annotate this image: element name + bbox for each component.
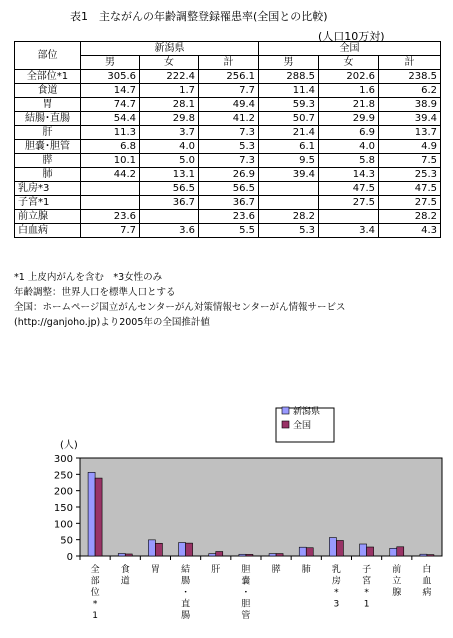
y-tick-label: 0 bbox=[66, 552, 73, 563]
y-tick-label: 50 bbox=[60, 535, 73, 547]
rate-cell: 28.2 bbox=[379, 210, 441, 224]
rate-cell bbox=[81, 196, 140, 210]
rate-cell: 28.2 bbox=[259, 210, 319, 224]
sub-header: 女 bbox=[319, 56, 379, 70]
bar-niigata bbox=[420, 554, 427, 556]
rate-cell: 29.8 bbox=[140, 112, 199, 126]
table-row bbox=[15, 154, 441, 168]
row-site-label: 肺 bbox=[15, 168, 81, 182]
x-tick-label: 乳房* 3 bbox=[331, 565, 341, 610]
rate-cell: 3.4 bbox=[319, 224, 379, 238]
bar-japan bbox=[155, 543, 162, 556]
group-header-niigata: 新潟県 bbox=[81, 42, 259, 56]
rate-cell: 5.0 bbox=[140, 154, 199, 168]
table-unit: (人口10万対) bbox=[318, 30, 385, 43]
row-site-label: 胃 bbox=[15, 98, 81, 112]
rate-cell: 10.1 bbox=[81, 154, 140, 168]
rate-cell: 59.3 bbox=[259, 98, 319, 112]
rate-cell: 9.5 bbox=[259, 154, 319, 168]
sub-header: 男 bbox=[259, 56, 319, 70]
rate-cell: 7.5 bbox=[379, 154, 441, 168]
legend-swatch bbox=[282, 421, 289, 428]
x-tick-label: 子宮* 1 bbox=[362, 565, 372, 610]
incidence-bar-chart bbox=[0, 330, 453, 630]
rate-cell: 7.7 bbox=[81, 224, 140, 238]
x-tick-label: 肝 bbox=[211, 565, 221, 575]
rate-cell bbox=[259, 196, 319, 210]
rate-cell: 28.1 bbox=[140, 98, 199, 112]
bar-japan bbox=[216, 552, 223, 556]
rate-cell: 11.4 bbox=[259, 84, 319, 98]
rate-cell bbox=[140, 210, 199, 224]
table-row bbox=[15, 140, 441, 154]
bar-niigata bbox=[329, 538, 336, 556]
row-site-label: 肝 bbox=[15, 126, 81, 140]
rate-cell: 202.6 bbox=[319, 70, 379, 84]
bar-niigata bbox=[239, 554, 246, 556]
bar-niigata bbox=[360, 544, 367, 556]
rate-cell: 21.4 bbox=[259, 126, 319, 140]
bar-japan bbox=[276, 554, 283, 556]
plot-area bbox=[80, 458, 442, 556]
rate-cell: 288.5 bbox=[259, 70, 319, 84]
bar-niigata bbox=[269, 554, 276, 556]
x-tick-label: 胆嚢・胆管 bbox=[241, 565, 251, 621]
rate-cell: 29.9 bbox=[319, 112, 379, 126]
rate-cell: 26.9 bbox=[199, 168, 259, 182]
rate-cell: 49.4 bbox=[199, 98, 259, 112]
rate-cell: 256.1 bbox=[199, 70, 259, 84]
table-row bbox=[15, 224, 441, 238]
rate-cell: 21.8 bbox=[319, 98, 379, 112]
bar-japan bbox=[186, 543, 193, 556]
rate-cell: 7.7 bbox=[199, 84, 259, 98]
table-row bbox=[15, 210, 441, 224]
x-tick-label: 前立腺 bbox=[392, 565, 402, 598]
y-tick-label: 200 bbox=[53, 486, 73, 498]
x-tick-label: 肺 bbox=[301, 565, 311, 575]
rate-cell: 41.2 bbox=[199, 112, 259, 126]
bar-niigata bbox=[118, 553, 125, 556]
rate-cell: 56.5 bbox=[199, 182, 259, 196]
x-tick-label: 胃 bbox=[150, 565, 160, 575]
x-tick-label: 白血病 bbox=[422, 565, 432, 598]
bar-niigata bbox=[148, 540, 155, 556]
group-header-japan: 全国 bbox=[259, 42, 441, 56]
row-site-label: 乳房*3 bbox=[15, 182, 81, 196]
bar-japan bbox=[95, 478, 102, 556]
table-row bbox=[15, 70, 441, 84]
table-row bbox=[15, 126, 441, 140]
rate-cell: 23.6 bbox=[199, 210, 259, 224]
rate-cell: 5.3 bbox=[259, 224, 319, 238]
rate-cell: 6.2 bbox=[379, 84, 441, 98]
rate-cell: 39.4 bbox=[379, 112, 441, 126]
rate-cell: 14.7 bbox=[81, 84, 140, 98]
rate-cell: 4.9 bbox=[379, 140, 441, 154]
legend-label: 全国 bbox=[293, 421, 312, 431]
bar-niigata bbox=[88, 472, 95, 556]
x-tick-label: 食道 bbox=[120, 565, 130, 587]
bar-niigata bbox=[390, 548, 397, 556]
rate-cell: 56.5 bbox=[140, 182, 199, 196]
rate-cell: 13.7 bbox=[379, 126, 441, 140]
y-tick-label: 300 bbox=[53, 454, 73, 465]
sub-header: 男 bbox=[81, 56, 140, 70]
rate-cell: 11.3 bbox=[81, 126, 140, 140]
footnote: 年齢調整：世界人口を標準人口とする bbox=[14, 287, 176, 298]
y-axis-label: (人) bbox=[60, 440, 78, 451]
bar-niigata bbox=[209, 554, 216, 556]
rate-cell: 54.4 bbox=[81, 112, 140, 126]
bar-japan bbox=[427, 555, 434, 556]
bar-japan bbox=[336, 540, 343, 556]
table-row bbox=[15, 168, 441, 182]
bar-japan bbox=[125, 554, 132, 556]
rate-cell: 238.5 bbox=[379, 70, 441, 84]
table-row bbox=[15, 98, 441, 112]
bar-japan bbox=[306, 548, 313, 556]
rate-cell: 14.3 bbox=[319, 168, 379, 182]
rate-cell: 38.9 bbox=[379, 98, 441, 112]
rate-cell: 23.6 bbox=[81, 210, 140, 224]
table-row bbox=[15, 196, 441, 210]
table-row bbox=[15, 84, 441, 98]
rate-cell: 5.3 bbox=[199, 140, 259, 154]
rate-cell: 7.3 bbox=[199, 154, 259, 168]
y-tick-label: 250 bbox=[53, 470, 73, 482]
row-site-label: 白血病 bbox=[15, 224, 81, 238]
row-site-label: 食道 bbox=[15, 84, 81, 98]
y-tick-label: 150 bbox=[53, 503, 73, 514]
rate-cell: 27.5 bbox=[319, 196, 379, 210]
row-site-label: 全部位*1 bbox=[15, 70, 81, 84]
rate-cell bbox=[81, 182, 140, 196]
rate-cell: 5.5 bbox=[199, 224, 259, 238]
rate-cell: 13.1 bbox=[140, 168, 199, 182]
rate-cell: 27.5 bbox=[379, 196, 441, 210]
sub-header: 女 bbox=[140, 56, 199, 70]
rate-cell: 36.7 bbox=[199, 196, 259, 210]
row-site-label: 胆嚢･胆管 bbox=[15, 140, 81, 154]
row-site-label: 前立腺 bbox=[15, 210, 81, 224]
chart-legend bbox=[276, 405, 334, 442]
rate-cell: 1.6 bbox=[319, 84, 379, 98]
rate-cell: 4.0 bbox=[140, 140, 199, 154]
footnote: (http://ganjoho.jp)より2005年の全国推計値 bbox=[14, 317, 210, 328]
x-tick-label: 全部位* 1 bbox=[90, 565, 100, 621]
rate-cell: 222.4 bbox=[140, 70, 199, 84]
table-row bbox=[15, 182, 441, 196]
bar-niigata bbox=[299, 547, 306, 556]
sub-header: 計 bbox=[379, 56, 441, 70]
rate-cell: 47.5 bbox=[319, 182, 379, 196]
rate-cell: 3.6 bbox=[140, 224, 199, 238]
rate-cell: 3.7 bbox=[140, 126, 199, 140]
rate-cell: 4.0 bbox=[319, 140, 379, 154]
x-tick-label: 結腸・直腸 bbox=[181, 565, 191, 621]
sub-header: 計 bbox=[199, 56, 259, 70]
col-site-header: 部位 bbox=[15, 42, 81, 70]
table-title: 表1 主ながんの年齢調整登録罹患率(全国との比較) bbox=[70, 10, 328, 23]
footnote: *1 上皮内がんを含む *3女性のみ bbox=[14, 272, 163, 283]
rate-cell: 44.2 bbox=[81, 168, 140, 182]
rate-cell bbox=[319, 210, 379, 224]
row-site-label: 膵 bbox=[15, 154, 81, 168]
rate-cell: 50.7 bbox=[259, 112, 319, 126]
rate-cell: 25.3 bbox=[379, 168, 441, 182]
bar-japan bbox=[246, 554, 253, 556]
footnote: 全国：ホームページ国立がんセンターがん対策情報センターがん情報サービス bbox=[14, 302, 346, 313]
table-body bbox=[15, 70, 441, 238]
bar-niigata bbox=[179, 543, 186, 556]
rate-cell: 6.1 bbox=[259, 140, 319, 154]
rate-cell: 6.9 bbox=[319, 126, 379, 140]
rate-cell: 5.8 bbox=[319, 154, 379, 168]
rate-cell: 47.5 bbox=[379, 182, 441, 196]
y-tick-label: 100 bbox=[53, 519, 73, 531]
legend-label: 新潟県 bbox=[293, 407, 321, 417]
row-site-label: 結腸･直腸 bbox=[15, 112, 81, 126]
rate-cell: 36.7 bbox=[140, 196, 199, 210]
rate-cell bbox=[259, 182, 319, 196]
rate-cell: 6.8 bbox=[81, 140, 140, 154]
bar-japan bbox=[397, 547, 404, 556]
rate-cell: 7.3 bbox=[199, 126, 259, 140]
rate-cell: 39.4 bbox=[259, 168, 319, 182]
footnotes bbox=[14, 270, 346, 330]
rate-cell: 1.7 bbox=[140, 84, 199, 98]
rate-cell: 4.3 bbox=[379, 224, 441, 238]
rate-cell: 305.6 bbox=[81, 70, 140, 84]
row-site-label: 子宮*1 bbox=[15, 196, 81, 210]
bar-japan bbox=[367, 547, 374, 556]
table-row bbox=[15, 112, 441, 126]
incidence-table bbox=[14, 41, 441, 238]
legend-swatch bbox=[282, 407, 289, 414]
x-tick-label: 膵 bbox=[271, 565, 281, 575]
rate-cell: 74.7 bbox=[81, 98, 140, 112]
